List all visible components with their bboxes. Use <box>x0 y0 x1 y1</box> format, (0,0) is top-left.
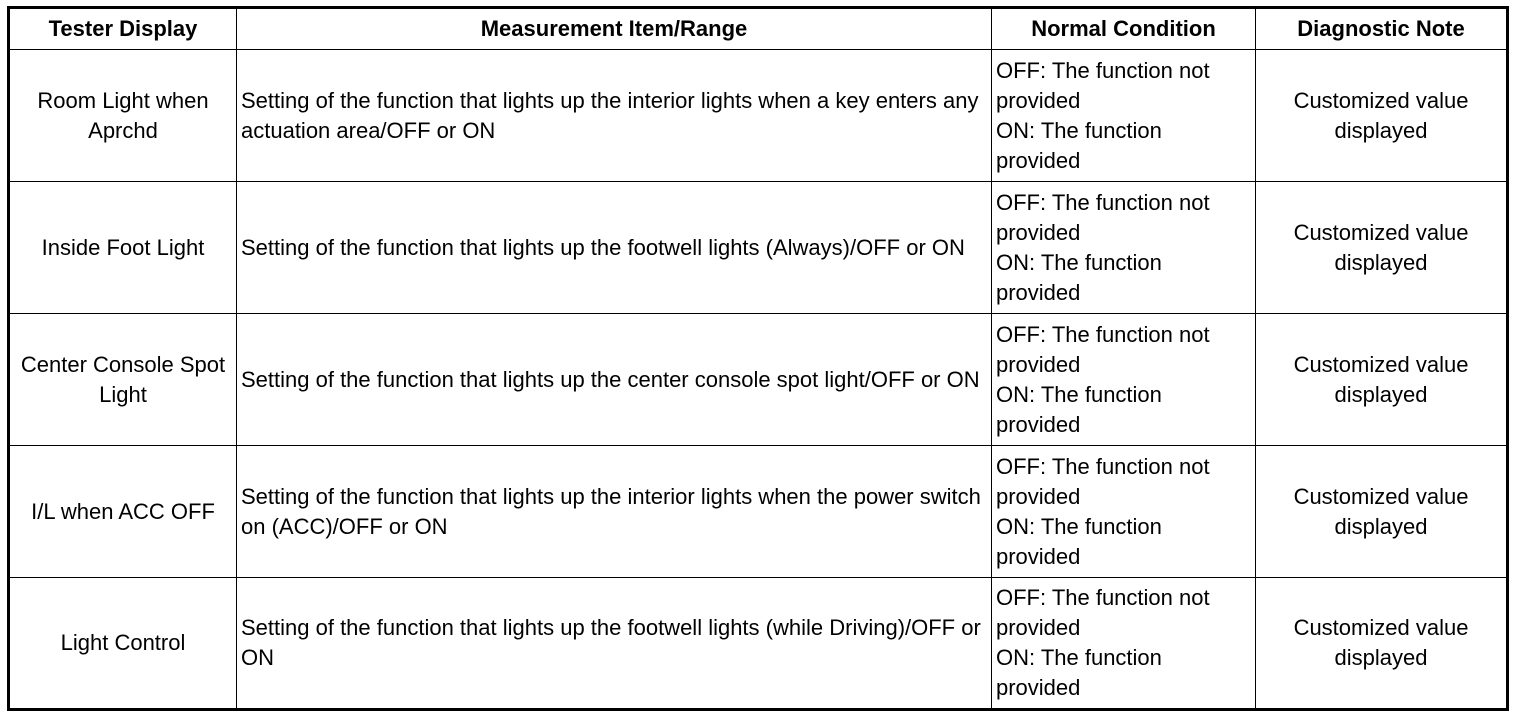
header-diagnostic-note: Diagnostic Note <box>1256 8 1508 50</box>
normal-condition-cell <box>992 578 1256 710</box>
normal-on-text: ON: The function provided <box>996 513 1162 569</box>
table-row <box>9 314 1508 446</box>
header-measurement-item: Measurement Item/Range <box>237 8 992 50</box>
header-tester-display: Tester Display <box>9 8 237 50</box>
diagnostic-note-cell: Customized value displayed <box>1256 50 1508 182</box>
header-normal-condition: Normal Condition <box>992 8 1256 50</box>
tester-display-cell: Center Console Spot Light <box>9 314 237 446</box>
table-row <box>9 578 1508 710</box>
normal-off-text: OFF: The function not provided <box>996 189 1210 245</box>
tester-display-cell: Room Light when Aprchd <box>9 50 237 182</box>
diagnostic-note-cell: Customized value displayed <box>1256 182 1508 314</box>
table-row <box>9 50 1508 182</box>
diagnostic-note-cell: Customized value displayed <box>1256 578 1508 710</box>
normal-condition-cell <box>992 50 1256 182</box>
normal-condition-cell <box>992 446 1256 578</box>
diagnostic-table <box>7 6 1509 711</box>
table-header-row <box>9 8 1508 50</box>
table-row <box>9 446 1508 578</box>
table-row <box>9 182 1508 314</box>
normal-condition-cell <box>992 182 1256 314</box>
normal-on-text: ON: The function provided <box>996 117 1162 173</box>
normal-off-text: OFF: The function not provided <box>996 321 1210 377</box>
tester-display-cell: I/L when ACC OFF <box>9 446 237 578</box>
measurement-item-cell: Setting of the function that lights up the interior lights when a key enters any actuation area/OFF or ON <box>237 50 992 182</box>
tester-display-cell: Inside Foot Light <box>9 182 237 314</box>
tester-display-cell: Light Control <box>9 578 237 710</box>
normal-off-text: OFF: The function not provided <box>996 585 1210 640</box>
normal-on-text: ON: The function provided <box>996 645 1162 700</box>
measurement-item-cell: Setting of the function that lights up the center console spot light/OFF or ON <box>237 314 992 446</box>
normal-on-text: ON: The function provided <box>996 381 1162 437</box>
normal-off-text: OFF: The function not provided <box>996 453 1210 509</box>
measurement-item-cell: Setting of the function that lights up the interior lights when the power switch on (ACC)/OFF or ON <box>237 446 992 578</box>
measurement-item-cell: Setting of the function that lights up the footwell lights (while Driving)/OFF or ON <box>237 578 992 710</box>
normal-condition-cell <box>992 314 1256 446</box>
diagnostic-note-cell: Customized value displayed <box>1256 314 1508 446</box>
normal-off-text: OFF: The function not provided <box>996 57 1210 113</box>
measurement-item-cell: Setting of the function that lights up the footwell lights (Always)/OFF or ON <box>237 182 992 314</box>
normal-on-text: ON: The function provided <box>996 249 1162 305</box>
diagnostic-note-cell: Customized value displayed <box>1256 446 1508 578</box>
